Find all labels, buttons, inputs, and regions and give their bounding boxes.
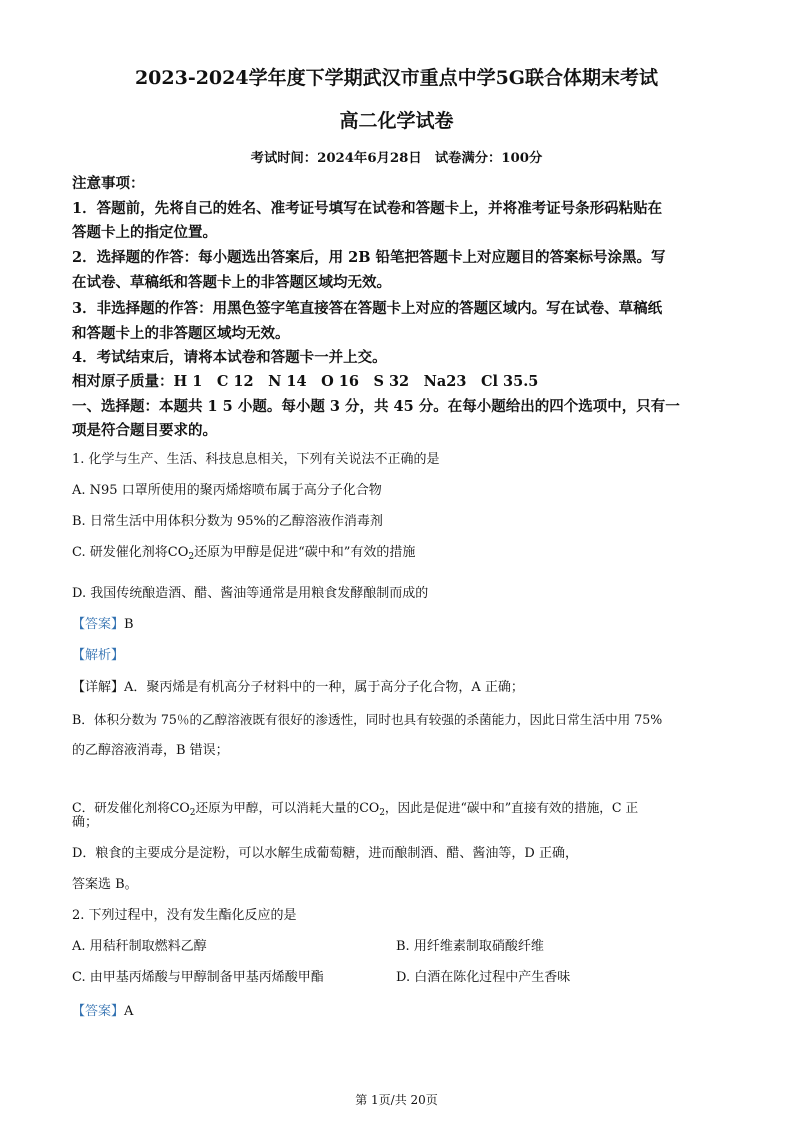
question-1-detail-b-line-1: B．体积分数为 75％的乙醇溶液既有很好的渗透性，同时也具有较强的杀菌能力，因此日常生活中用 75%: [72, 712, 663, 727]
question-1-stem: 1. 化学与生产、生活、科技息息相关，下列有关说法不正确的是: [72, 452, 440, 467]
option-c-suffix: 还原为甲醇是促进“碳中和”有效的措施: [194, 545, 416, 560]
question-1-detail-d: D．粮食的主要成分是淀粉，可以水解生成葡萄糖，进而酿制酒、醋、酱油等，D 正确，: [72, 846, 578, 861]
question-1-answer: [72, 613, 134, 632]
detail-c-prefix: C．研发催化剂将: [72, 800, 170, 815]
notice-item-1-line-1: 1．答题前，先将自己的姓名、准考证号填写在试卷和答题卡上，并将准考证号条形码粘贴在: [72, 200, 663, 217]
answer-value: B: [124, 617, 134, 632]
exam-info: 考试时间：2024年6月28日 试卷满分：100分: [250, 151, 543, 166]
question-1-option-c: [72, 541, 415, 562]
question-1-option-b: B. 日常生活中用体积分数为 95%的乙醇溶液作消毒剂: [72, 514, 383, 529]
question-1-detail-c-line-1: [72, 797, 638, 818]
detail-a-text: A．聚丙烯是有机高分子材料中的一种，属于高分子化合物，A 正确；: [124, 680, 524, 695]
question-1-analysis-tag: 【解析】: [72, 648, 125, 663]
exam-title: 2023-2024学年度下学期武汉市重点中学5G联合体期末考试: [134, 67, 659, 89]
section-1-heading-line-2: 项是符合题目要求的。: [72, 422, 217, 439]
question-2-stem: 2. 下列过程中，没有发生酯化反应的是: [72, 908, 297, 923]
option-c-prefix: C. 研发催化剂将: [72, 545, 168, 560]
question-2-option-b: B. 用纤维素制取硝酸纤维: [396, 939, 544, 954]
section-1-heading-line-1: 一、选择题：本题共 1 5 小题。每小题 3 分，共 45 分。在每小题给出的四个选项中，只有一: [72, 398, 680, 415]
page-number: 第 1页/共 20页: [355, 1093, 438, 1107]
question-2-answer: [72, 1000, 133, 1019]
co2-formula: $CO_2$: [359, 800, 385, 818]
question-1-option-a: A. N95 口罩所使用的聚丙烯熔喷布属于高分子化合物: [72, 483, 382, 498]
exam-subtitle: 高二化学试卷: [339, 110, 454, 132]
answer-value: A: [124, 1004, 134, 1019]
question-1-detail-a: [72, 676, 524, 695]
notice-item-3-line-1: 3．非选择题的作答：用黑色签字笔直接答在答题卡上对应的答题区域内。写在试卷、草稿纸: [72, 300, 663, 317]
question-1-option-d: D. 我国传统酿造酒、醋、酱油等通常是用粮食发酵酿制而成的: [72, 586, 429, 601]
atomic-mass-line: 相对原子质量：H 1 C 12 N 14 O 16 S 32 Na23 Cl 35.5: [72, 373, 539, 390]
notice-item-3-line-2: 和答题卡上的非答题区域均无效。: [72, 325, 290, 342]
detail-c-middle: 还原为甲醇，可以消耗大量的: [195, 800, 360, 815]
detail-c-suffix: ，因此是促进“碳中和”直接有效的措施，C 正: [384, 800, 639, 815]
question-1-detail-b-line-2: 的乙醇溶液消毒，B 错误；: [72, 743, 229, 758]
notice-heading: 注意事项：: [72, 175, 145, 192]
question-2-option-c: C. 由甲基丙烯酸与甲醇制备甲基丙烯酸甲酯: [72, 970, 324, 985]
co2-formula: $CO_2$: [167, 545, 195, 562]
notice-item-2-line-2: 在试卷、草稿纸和答题卡上的非答题区域均无效。: [72, 274, 391, 291]
answer-tag: 【答案】: [72, 1004, 125, 1019]
co2-formula: $CO_2$: [169, 800, 196, 818]
notice-item-1-line-2: 答题卡上的指定位置。: [72, 224, 217, 241]
question-2-option-a: A. 用秸秆制取燃料乙醇: [72, 939, 207, 954]
question-2-option-d: D. 白酒在陈化过程中产生香味: [396, 970, 571, 985]
question-1-detail-c-line-2: 确；: [72, 815, 99, 830]
question-1-conclusion: 答案选 B。: [72, 877, 138, 892]
notice-item-4: 4．考试结束后，请将本试卷和答题卡一并上交。: [72, 349, 387, 366]
notice-item-2-line-1: 2．选择题的作答：每小题选出答案后，用 2B 铅笔把答题卡上对应题目的答案标号涂黑。写: [72, 249, 666, 266]
answer-tag: 【答案】: [72, 617, 125, 632]
detail-tag: 【详解】: [72, 680, 125, 695]
